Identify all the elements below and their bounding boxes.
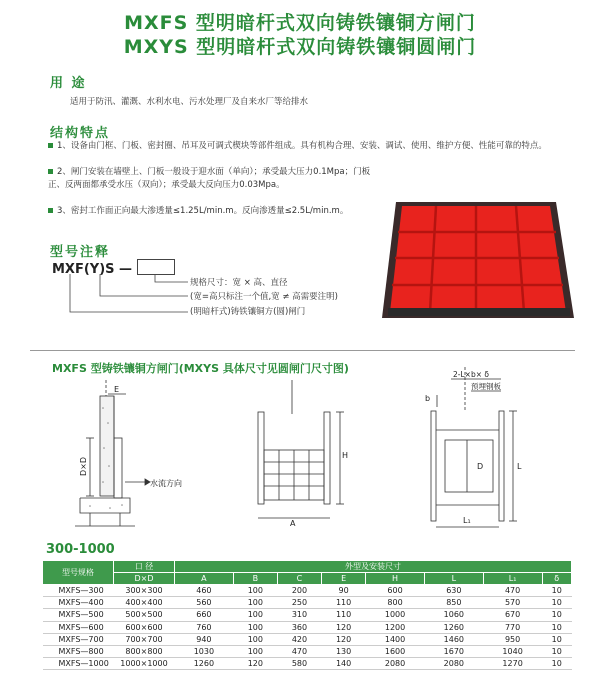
model-heading: 型号注释 — [50, 245, 111, 260]
table-cell: 460 — [175, 585, 234, 597]
head-col-0: D×D — [114, 573, 175, 585]
title-square-gate: MXFS 型明暗杆式双向铸铁镶铜方闸门 — [124, 12, 476, 34]
table-cell: 10 — [542, 609, 572, 621]
table-cell: 500×500 — [114, 609, 175, 621]
table-cell: 770 — [483, 621, 542, 633]
table-cell: 200 — [277, 585, 321, 597]
head-col-1: A — [175, 573, 234, 585]
table-row — [43, 645, 572, 657]
head-row-2 — [43, 573, 572, 585]
table-cell: 100 — [233, 609, 277, 621]
head-col-8: δ — [542, 573, 572, 585]
label-flow-direction: 水流方向 — [150, 479, 182, 488]
head-col-4: E — [322, 573, 366, 585]
head-col-6: L — [424, 573, 483, 585]
table-cell: 310 — [277, 609, 321, 621]
table-cell: MXFS—600 — [43, 621, 114, 633]
label-A: A — [290, 519, 296, 528]
label-L1: L₁ — [463, 516, 471, 525]
structure-item-3: 3、密封工作面正向最大渗透量≤1.25L/min.m。反向渗透量≤2.5L/min.m。 — [48, 205, 378, 218]
model-note-3: (明暗杆式)铸铁镶铜方(圆)闸门 — [190, 307, 306, 317]
table-row — [43, 585, 572, 597]
table-cell: 10 — [542, 645, 572, 657]
table-cell: 2080 — [366, 658, 425, 670]
table-cell: 1670 — [424, 645, 483, 657]
table-cell: 600×600 — [114, 621, 175, 633]
model-note-2: (宽=高只标注一个值,宽 ≠ 高需要注明) — [190, 292, 338, 302]
table-cell: 120 — [322, 633, 366, 645]
range-title: 300-1000 — [46, 542, 115, 557]
model-code: MXF(Y)S — — [52, 262, 133, 277]
table-cell: 10 — [542, 658, 572, 670]
table-cell: MXFS—500 — [43, 609, 114, 621]
table-cell: 100 — [233, 585, 277, 597]
table-cell: 360 — [277, 621, 321, 633]
table-row — [43, 597, 572, 609]
table-cell: 600 — [366, 585, 425, 597]
table-row — [43, 609, 572, 621]
table-cell: 1040 — [483, 645, 542, 657]
installation-drawing — [405, 365, 575, 537]
table-cell: 800×800 — [114, 645, 175, 657]
head-caliber: 口 径 — [114, 561, 175, 573]
table-cell: 100 — [233, 645, 277, 657]
section-divider — [30, 350, 575, 351]
table-cell: 1000 — [366, 609, 425, 621]
label-b: b — [425, 394, 431, 403]
table-cell: 1400 — [366, 633, 425, 645]
table-cell: 800 — [366, 597, 425, 609]
label-L: L — [517, 462, 522, 471]
table-cell: 470 — [483, 585, 542, 597]
table-cell: 1200 — [366, 621, 425, 633]
table-cell: 580 — [277, 658, 321, 670]
table-cell: 120 — [233, 658, 277, 670]
table-cell: 10 — [542, 633, 572, 645]
table-cell: 1460 — [424, 633, 483, 645]
label-D: D — [477, 462, 484, 471]
bullet-icon — [48, 208, 53, 213]
table-row — [43, 633, 572, 645]
table-cell: 10 — [542, 585, 572, 597]
table-cell: 140 — [322, 658, 366, 670]
table-row — [43, 621, 572, 633]
front-view-drawing — [240, 378, 360, 528]
side-section-drawing — [70, 378, 200, 533]
table-cell: MXFS—1000 — [43, 658, 114, 670]
table-cell: 90 — [322, 585, 366, 597]
table-cell: 1000×1000 — [114, 658, 175, 670]
table-cell: 2080 — [424, 658, 483, 670]
table-body — [43, 585, 572, 670]
table-cell: 100 — [233, 621, 277, 633]
table-cell: 120 — [322, 621, 366, 633]
bullet-icon — [48, 143, 53, 148]
table-cell: 420 — [277, 633, 321, 645]
table-cell: 630 — [424, 585, 483, 597]
table-cell: 100 — [233, 597, 277, 609]
table-cell: 110 — [322, 597, 366, 609]
table-cell: 940 — [175, 633, 234, 645]
head-col-5: H — [366, 573, 425, 585]
label-E: E — [114, 385, 120, 394]
title-round-gate: MXYS 型明暗杆式双向铸铁镶铜圆闸门 — [123, 36, 477, 58]
head-col-7: L₁ — [483, 573, 542, 585]
head-col-3: C — [277, 573, 321, 585]
label-embedded-plate: 预埋钢板 — [471, 382, 501, 391]
label-top-plate: 2-L×b× δ — [453, 370, 489, 379]
table-cell: 660 — [175, 609, 234, 621]
structure-item-1: 1、设备由门框、门板、密封圈、吊耳及可调式楔块等部件组成。具有机构合理、安装、调试、使用、维护方便、性能可靠的特点。 — [48, 140, 576, 153]
table-cell: 130 — [322, 645, 366, 657]
table-cell: 670 — [483, 609, 542, 621]
table-cell: 950 — [483, 633, 542, 645]
table-cell: 1060 — [424, 609, 483, 621]
usage-heading: 用 途 — [50, 76, 87, 91]
table-cell: MXFS—800 — [43, 645, 114, 657]
head-model: 型号规格 — [43, 561, 114, 585]
usage-text: 适用于防汛、灌溉、水利水电、污水处理厂及自来水厂等给排水 — [70, 97, 309, 107]
table-cell: 470 — [277, 645, 321, 657]
table-cell: MXFS—700 — [43, 633, 114, 645]
table-cell: 560 — [175, 597, 234, 609]
table-cell: 250 — [277, 597, 321, 609]
table-cell: 110 — [322, 609, 366, 621]
table-cell: 1260 — [175, 658, 234, 670]
table-cell: 10 — [542, 597, 572, 609]
drawing-subtitle: MXFS 型铸铁镶铜方闸门(MXYS 具体尺寸见圆闸门尺寸图) — [52, 362, 349, 375]
table-cell: 1600 — [366, 645, 425, 657]
head-dimensions: 外型及安装尺寸 — [175, 561, 572, 573]
table-row — [43, 658, 572, 670]
table-cell: 760 — [175, 621, 234, 633]
model-note-1: 规格尺寸：宽 × 高、直径 — [190, 278, 288, 288]
table-cell: 400×400 — [114, 597, 175, 609]
table-cell: 10 — [542, 621, 572, 633]
table-cell: 1260 — [424, 621, 483, 633]
table-cell: 1030 — [175, 645, 234, 657]
gate-photo — [378, 196, 578, 324]
model-leader-lines — [60, 272, 190, 320]
table-cell: 570 — [483, 597, 542, 609]
structure-heading: 结构特点 — [50, 126, 111, 141]
table-cell: MXFS—300 — [43, 585, 114, 597]
spec-table — [42, 560, 572, 670]
label-DxD: D×D — [79, 456, 88, 476]
table-cell: 100 — [233, 633, 277, 645]
table-cell: 1270 — [483, 658, 542, 670]
structure-item-2: 2、闸门安装在墙壁上、门板一般设于迎水面（单向）；承受最大压力0.1Mpa；门板正、反两面都承受水压（双向）；承受最大反向压力0.03Mpa。 — [48, 167, 371, 190]
table-cell: 700×700 — [114, 633, 175, 645]
table-cell: 300×300 — [114, 585, 175, 597]
head-col-2: B — [233, 573, 277, 585]
table-cell: 850 — [424, 597, 483, 609]
label-H: H — [342, 451, 349, 460]
bullet-icon — [48, 169, 53, 174]
table-cell: MXFS—400 — [43, 597, 114, 609]
